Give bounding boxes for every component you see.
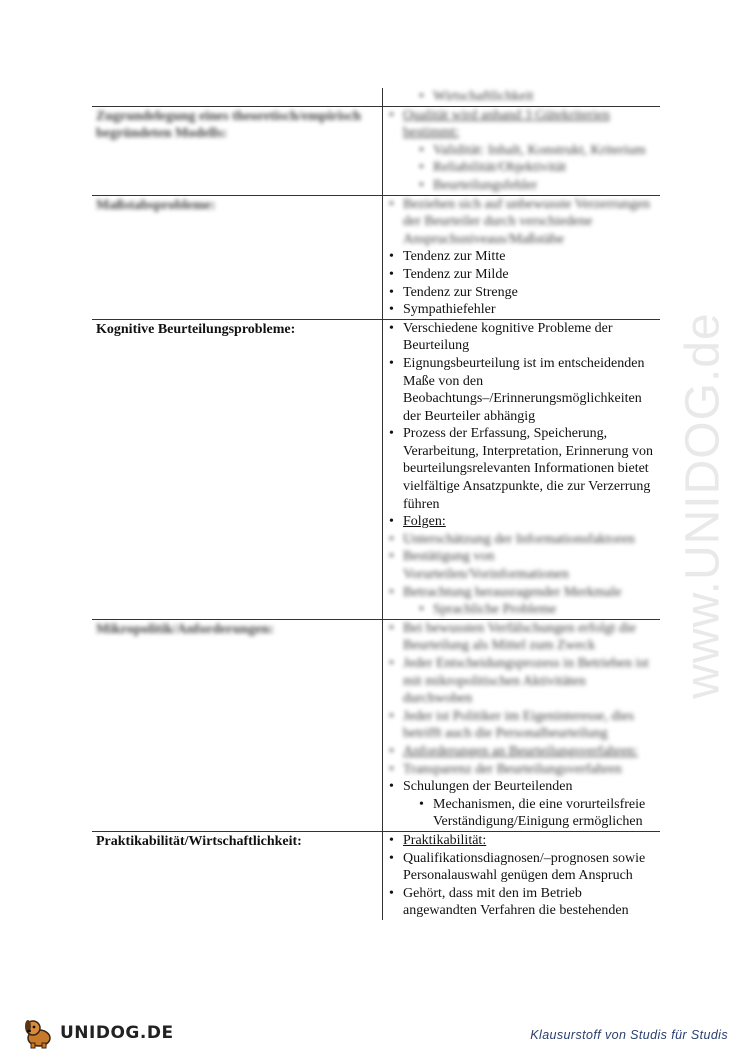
sub-bullet-list xyxy=(403,796,654,831)
bullet-item xyxy=(403,850,654,885)
bullet-text: Sympathiefehler xyxy=(403,302,496,318)
row-label: Kognitive Beurteilungsprobleme: xyxy=(92,319,383,619)
row-label: Maßstabsprobleme: xyxy=(92,195,383,319)
bullet-text: Reliabilität/Objektivität xyxy=(433,160,566,176)
bullet-text: Gehört, dass mit den im Betrieb angewandten Verfahren die bestehenden xyxy=(403,885,629,919)
table-row xyxy=(92,88,660,106)
bullet-item xyxy=(403,885,654,920)
bullet-item xyxy=(403,196,654,249)
bullet-text: Eignungsbeurteilung ist im entscheidenden Maße von den Beobachtungs–/Erinnerungsmöglichkeiten der Beurteiler abhängig xyxy=(403,355,645,424)
bullet-item xyxy=(403,513,654,531)
bullet-text: Mechanismen, die eine vorurteilsfreie Verständigung/Einigung ermöglichen xyxy=(433,796,646,830)
bullet-text: Wirtschaftlichkeit xyxy=(433,89,534,104)
bullet-text: Jeder ist Politiker im Eigeninteresse, dies betrifft auch die Personalbeurteilung xyxy=(403,708,634,742)
footer-slogan: Klausurstoff von Studis für Studis xyxy=(530,1028,728,1042)
sub-bullet-list xyxy=(403,601,654,619)
bullet-text: Beurteilungsfehler xyxy=(433,177,538,193)
row-content xyxy=(383,106,661,195)
bullet-text: Sprachliche Probleme xyxy=(433,602,557,618)
sub-bullet-list xyxy=(403,142,654,195)
bullet-text: Betrachtung herausragender Merkmale xyxy=(403,584,622,600)
bullet-text: Prozess der Erfassung, Speicherung, Verarbeitung, Interpretation, Erinnerung von beurteilungsrelevanten Informationen bietet vielfältige Ansatzpunkte, die zur Verzerrung führen xyxy=(403,426,653,512)
sub-bullet-item xyxy=(433,796,654,831)
bullet-list xyxy=(387,620,654,831)
row-label: Zugrundelegung eines theoretisch/empirisch begründeten Modells: xyxy=(92,106,383,195)
bullet-text: Unterschätzung der Informationsfaktoren xyxy=(403,531,635,547)
bullet-item xyxy=(403,548,654,583)
bullet-item xyxy=(403,655,654,708)
bullet-item xyxy=(403,620,654,655)
bullet-text: Schulungen der Beurteilenden xyxy=(403,779,573,795)
watermark xyxy=(668,275,738,735)
table-row xyxy=(92,619,660,831)
bullet-text: Praktikabilität: xyxy=(403,832,487,848)
bullet-text: Validität: Inhalt, Konstrukt, Kriterium xyxy=(433,142,646,158)
bullet-item xyxy=(403,761,654,779)
footer-logo xyxy=(22,1013,174,1053)
bullet-item xyxy=(403,708,654,743)
bullet-item xyxy=(403,284,654,302)
sub-bullet-item xyxy=(433,142,654,160)
bullet-text: Bestätigung von Vorurteilen/Vorinformationen xyxy=(403,549,569,583)
bullet-item xyxy=(403,266,654,284)
dog-icon xyxy=(22,1016,56,1050)
bullet-text: Qualität wird anhand 3 Gütekriterien bestimmt: xyxy=(403,107,610,141)
bullet-text: Jeder Entscheidungsprozess in Betrieben ist mit mikropolitischen Aktivitäten durchwoben xyxy=(403,656,649,707)
content-table xyxy=(92,88,660,920)
bullet-item xyxy=(403,832,654,850)
row-content xyxy=(383,619,661,831)
row-label: Mikropolitik/Anforderungen: xyxy=(92,619,383,831)
bullet-text: Folgen: xyxy=(403,514,446,530)
sub-bullet-item xyxy=(433,88,654,106)
table-row xyxy=(92,195,660,319)
bullet-item xyxy=(403,355,654,425)
row-label: Praktikabilität/Wirtschaftlichkeit: xyxy=(92,831,383,919)
bullet-item xyxy=(403,531,654,549)
row-content xyxy=(383,831,661,919)
row-label xyxy=(92,88,383,106)
bullet-item xyxy=(403,301,654,319)
bullet-text: Qualifikationsdiagnosen/–prognosen sowie Personalauswahl genügen dem Anspruch xyxy=(403,850,646,884)
bullet-text: Beziehen sich auf unbewusste Verzerrungen der Beurteiler durch verschiedene Anspruchsniveaus/Maßstäbe xyxy=(403,196,650,247)
bullet-list xyxy=(387,107,654,195)
sub-bullet-item xyxy=(433,159,654,177)
row-content xyxy=(383,195,661,319)
table-row xyxy=(92,106,660,195)
table-row xyxy=(92,831,660,919)
bullet-text: Tendenz zur Milde xyxy=(403,266,509,282)
bullet-list xyxy=(387,88,654,106)
table-row xyxy=(92,319,660,619)
watermark-text: www.UNIDOG.de xyxy=(676,311,730,699)
bullet-list xyxy=(387,832,654,920)
sub-bullet-list xyxy=(403,88,654,106)
sub-bullet-item xyxy=(433,601,654,619)
bullet-text: Tendenz zur Strenge xyxy=(403,284,518,300)
bullet-text: Transparenz der Beurteilungsverfahren xyxy=(403,761,622,777)
sub-bullet-item xyxy=(433,177,654,195)
bullet-text: Tendenz zur Mitte xyxy=(403,249,506,265)
row-content xyxy=(383,319,661,619)
bullet-text: Anforderungen an Beurteilungsverfahren: xyxy=(403,743,638,759)
bullet-list xyxy=(387,320,654,619)
bullet-item xyxy=(403,778,654,796)
bullet-item xyxy=(403,743,654,761)
bullet-item xyxy=(403,107,654,142)
bullet-item xyxy=(403,320,654,355)
bullet-text: Verschiedene kognitive Probleme der Beurteilung xyxy=(403,320,613,354)
bullet-item xyxy=(403,584,654,602)
logo-text: UNIDOG.DE xyxy=(60,1023,174,1043)
bullet-list xyxy=(387,196,654,319)
bullet-text: Bei bewussten Verfälschungen erfolgt die Beurteilung als Mittel zum Zweck xyxy=(403,620,637,654)
bullet-item xyxy=(403,248,654,266)
bullet-item xyxy=(403,425,654,513)
row-content xyxy=(383,88,661,106)
